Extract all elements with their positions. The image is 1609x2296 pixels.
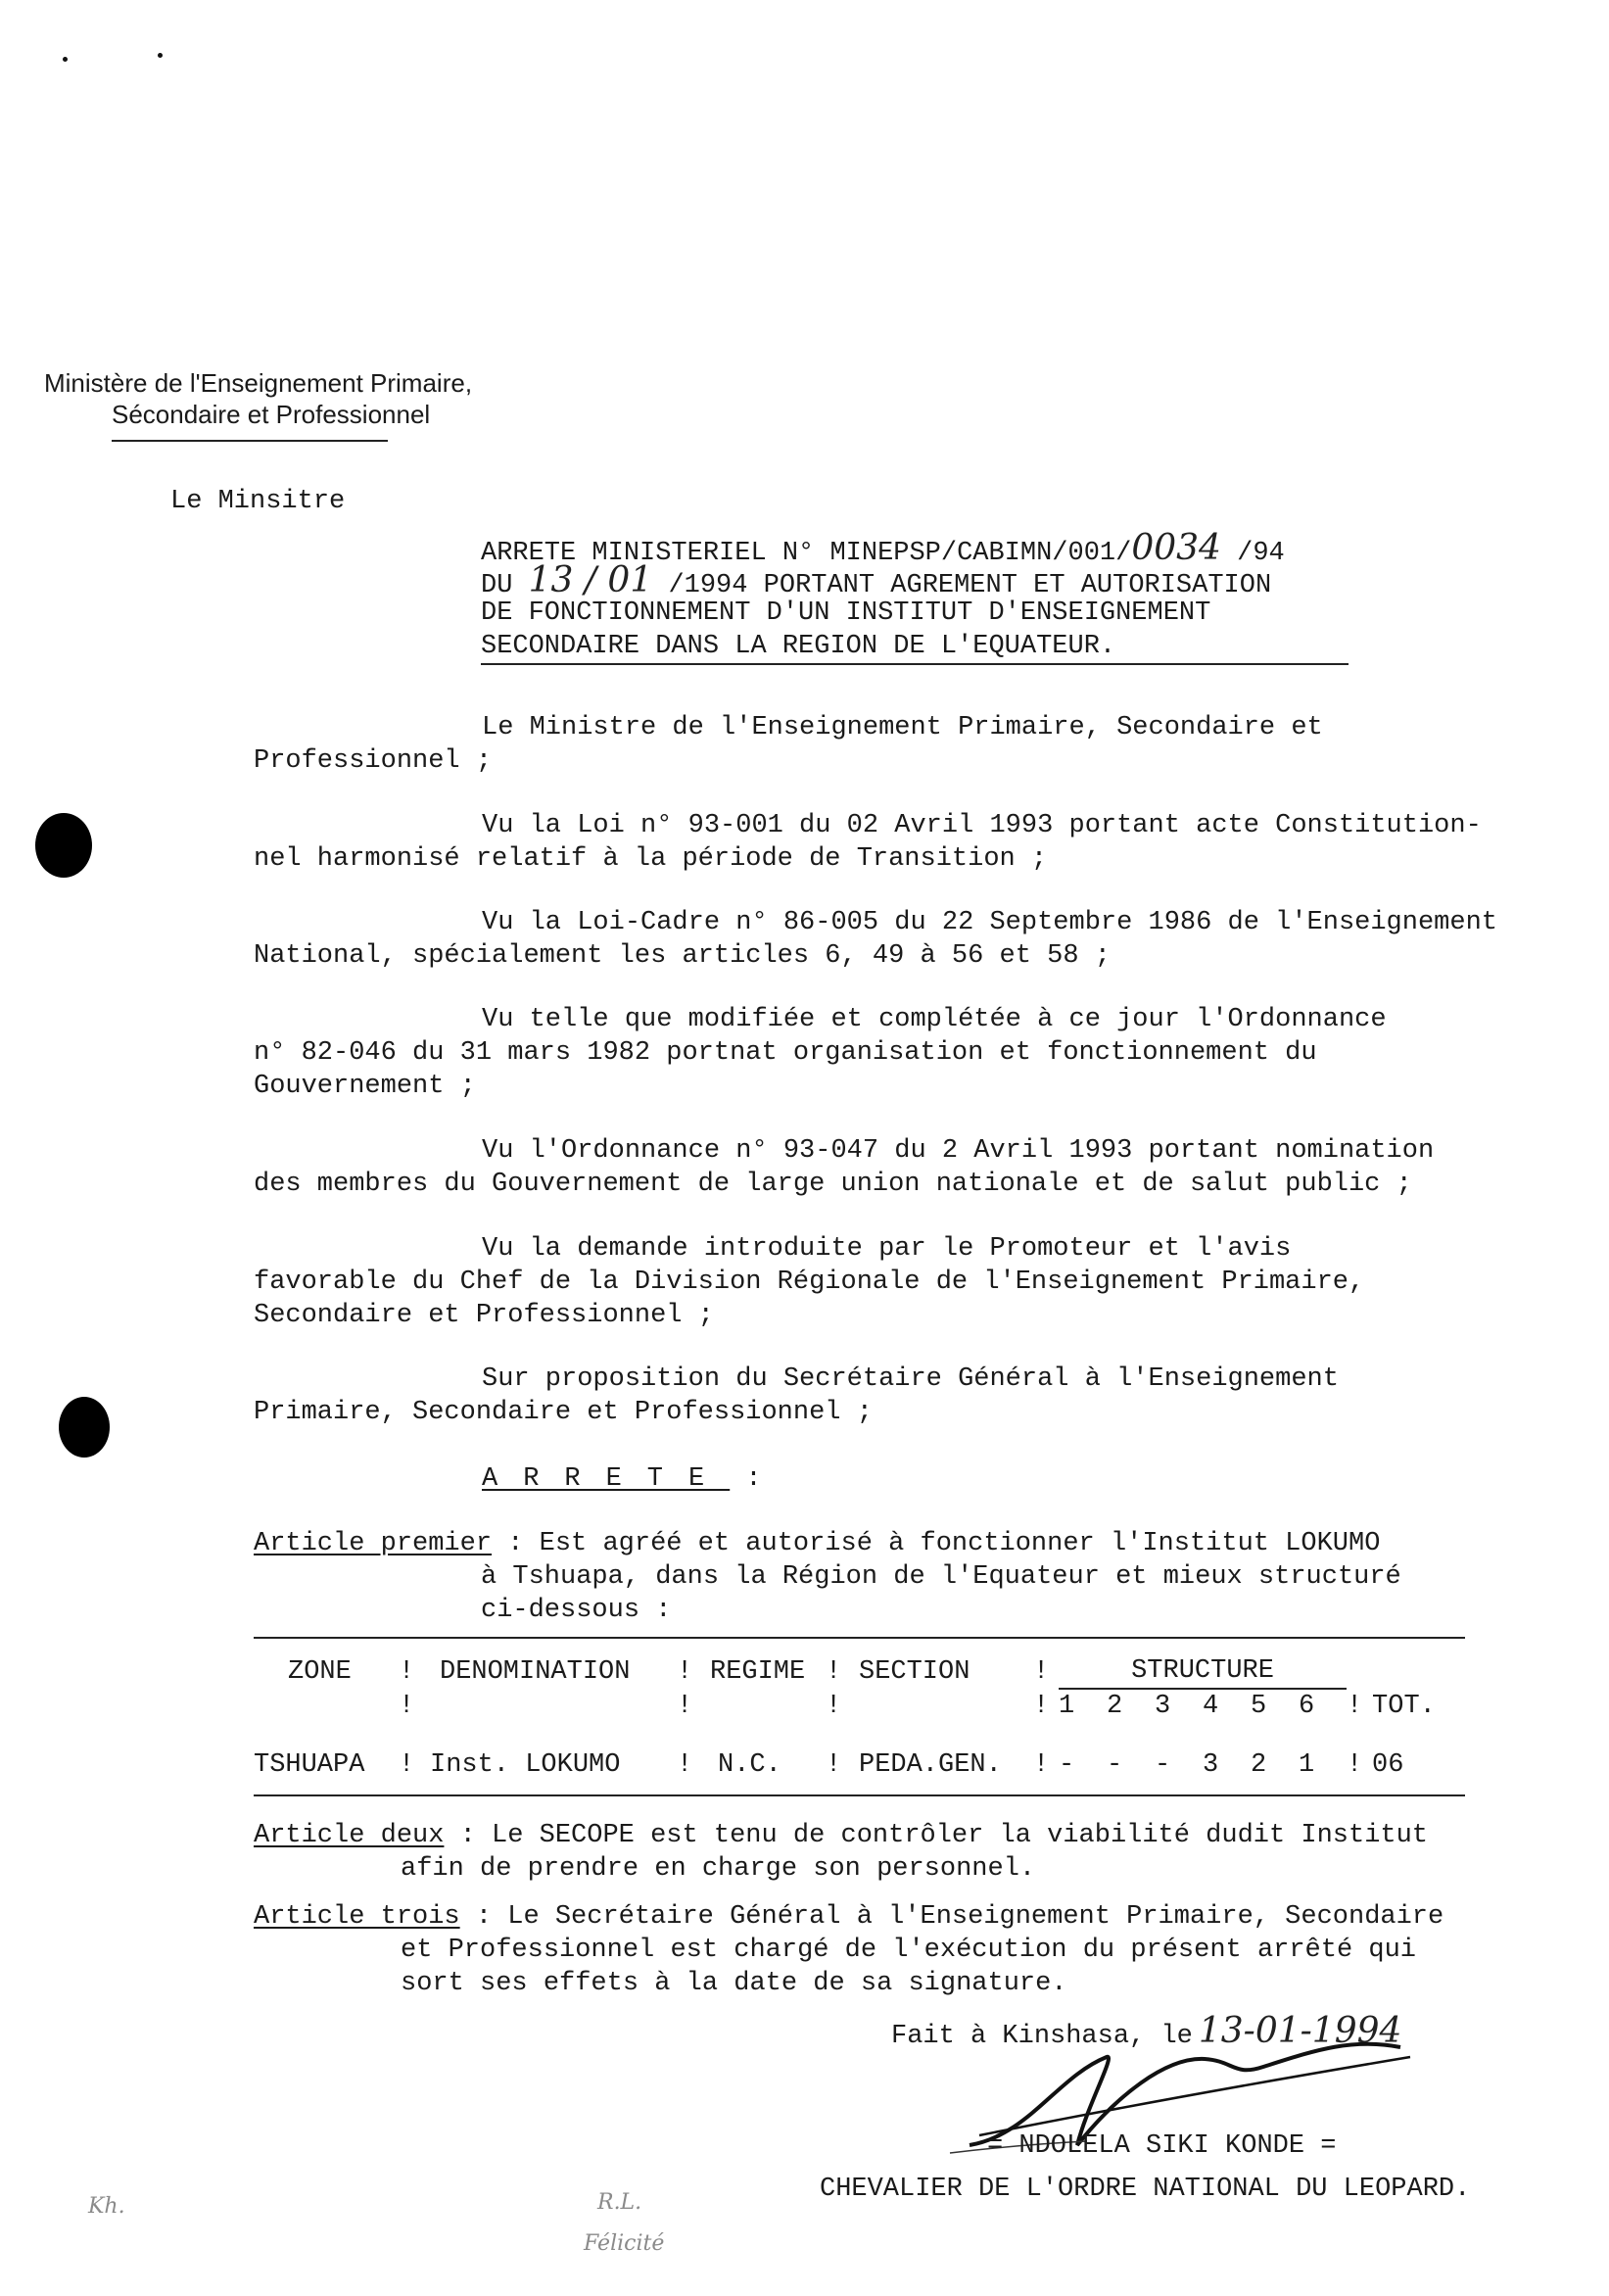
preamble-paragraph: Vu la Loi-Cadre n° 86-005 du 22 Septembre 1986 de l'Enseignement National, spécialement les articles 6, 49 à 56 et 58 ;	[254, 908, 1497, 971]
ministry-name-line2: Sécondaire et Professionnel	[112, 400, 431, 429]
preamble-paragraph: Vu la demande introduite par le Promoteur et l'avis favorable du Chef de la Division Régionale de l'Enseignement Primaire, Secondaire et Professionnel ;	[254, 1234, 1365, 1330]
header-structure: STRUCTURE	[1059, 1654, 1347, 1689]
column-separator: !	[826, 1750, 842, 1780]
header-tot: TOT.	[1372, 1691, 1436, 1721]
table-bottom-rule	[254, 1794, 1465, 1796]
decree-date-handwritten: 13 / 01	[528, 560, 653, 600]
cell-structure-6: 1	[1299, 1750, 1315, 1780]
punch-hole	[35, 813, 92, 878]
cell-structure-1: -	[1059, 1750, 1075, 1780]
header-regime: REGIME	[710, 1656, 806, 1687]
column-separator: !	[677, 1750, 693, 1780]
column-separator: !	[399, 1656, 415, 1687]
decree-number-handwritten: 0034	[1131, 528, 1221, 568]
margin-note-mid: Félicité	[584, 2231, 665, 2256]
cell-regime: N.C.	[718, 1750, 781, 1780]
scan-speck	[63, 57, 68, 62]
signature-date-handwritten: 13-01-1994	[1198, 2011, 1402, 2051]
column-separator: !	[826, 1656, 842, 1687]
preamble-paragraph: Le Ministre de l'Enseignement Primaire, Secondaire et Professionnel ;	[254, 713, 1323, 776]
column-separator: !	[399, 1750, 415, 1780]
column-separator: !	[1033, 1691, 1050, 1721]
article-trois-label: Article trois	[254, 1902, 460, 1932]
article-deux: Article deux : Le SECOPE est tenu de contrôler la viabilité dudit Institut afin de prendre en charge son personnel.	[254, 1821, 1429, 1884]
decree-title-line1: ARRETE MINISTERIEL N° MINEPSP/CABIMN/001/0034 /94	[481, 528, 1285, 568]
table-row	[254, 1748, 1465, 1782]
structure-col-3: 3	[1155, 1692, 1171, 1721]
ministry-name-line1: Ministère de l'Enseignement Primaire,	[44, 368, 473, 398]
scan-speck	[158, 53, 163, 58]
column-separator: !	[399, 1691, 415, 1721]
structure-col-4: 4	[1203, 1692, 1219, 1721]
title-rule	[481, 663, 1349, 665]
structure-col-1: 1	[1059, 1692, 1075, 1721]
article-premier-label: Article premier	[254, 1529, 493, 1558]
decree-title-line2: DU 13 / 01 /1994 PORTANT AGREMENT ET AUTORISATION	[481, 560, 1272, 600]
column-separator: !	[1347, 1750, 1363, 1780]
column-separator: !	[677, 1691, 693, 1721]
header-section: SECTION	[859, 1656, 970, 1687]
structure-col-2: 2	[1107, 1692, 1123, 1721]
institute-structure-table	[254, 1654, 1465, 1782]
header-rule	[112, 440, 388, 442]
structure-col-5: 5	[1251, 1692, 1267, 1721]
punch-hole	[59, 1397, 110, 1458]
table-top-rule	[254, 1637, 1465, 1639]
structure-col-6: 6	[1299, 1692, 1315, 1721]
margin-initials-mid: R.L.	[597, 2190, 642, 2215]
arrete-heading: ARRETE :	[482, 1464, 762, 1494]
cell-structure-2: -	[1107, 1750, 1123, 1780]
cell-tot: 06	[1372, 1750, 1404, 1780]
preamble-paragraph: Vu telle que modifiée et complétée à ce jour l'Ordonnance n° 82-046 du 31 mars 1982 portnat organisation et fonctionnement du Gouvernement ;	[254, 1005, 1387, 1101]
cell-structure-5: 2	[1251, 1750, 1267, 1780]
article-trois: Article trois : Le Secrétaire Général à l'Enseignement Primaire, Secondaire et Professionnel est chargé de l'exécution du présent arrêté qui sort ses effets à la date de sa signature.	[254, 1902, 1444, 1998]
preamble-paragraph: Sur proposition du Secrétaire Général à l'Enseignement Primaire, Secondaire et Professionnel ;	[254, 1364, 1339, 1427]
column-separator: !	[1347, 1691, 1363, 1721]
article-premier: Article premier : Est agréé et autorisé à fonctionner l'Institut LOKUMO à Tshuapa, dans la Région de l'Equateur et mieux structuré ci-dessous :	[254, 1529, 1401, 1625]
cell-structure-3: -	[1155, 1750, 1171, 1780]
margin-initials-left: Kh.	[88, 2194, 125, 2219]
cell-denomination: Inst. LOKUMO	[430, 1750, 621, 1780]
preamble-paragraph: Vu la Loi n° 93-001 du 02 Avril 1993 portant acte Constitution- nel harmonisé relatif à la période de Transition ;	[254, 811, 1482, 874]
column-separator: !	[1033, 1750, 1050, 1780]
minister-label: Le Minsitre	[170, 487, 346, 516]
column-separator: !	[826, 1691, 842, 1721]
column-separator: !	[1033, 1656, 1050, 1687]
decree-title-line4: SECONDAIRE DANS LA REGION DE L'EQUATEUR.	[481, 632, 1116, 661]
cell-zone: TSHUAPA	[254, 1750, 365, 1780]
preamble-paragraph: Vu l'Ordonnance n° 93-047 du 2 Avril 1993 portant nomination des membres du Gouvernement de large union nationale et de salut public ;	[254, 1136, 1435, 1199]
signatory-name: = NDOLELA SIKI KONDE =	[987, 2131, 1337, 2161]
table-subheader-row	[254, 1689, 1465, 1723]
header-zone: ZONE	[288, 1656, 352, 1687]
decree-title-line3: DE FONCTIONNEMENT D'UN INSTITUT D'ENSEIGNEMENT	[481, 598, 1211, 628]
cell-section: PEDA.GEN.	[859, 1750, 1002, 1780]
column-separator: !	[677, 1656, 693, 1687]
article-deux-label: Article deux	[254, 1821, 445, 1850]
signature-place-date: Fait à Kinshasa, le 13-01-1994	[891, 2011, 1402, 2051]
signatory-title: CHEVALIER DE L'ORDRE NATIONAL DU LEOPARD.	[820, 2175, 1471, 2204]
header-denomination: DENOMINATION	[440, 1656, 631, 1687]
cell-structure-4: 3	[1203, 1750, 1219, 1780]
table-header-row	[254, 1654, 1465, 1689]
